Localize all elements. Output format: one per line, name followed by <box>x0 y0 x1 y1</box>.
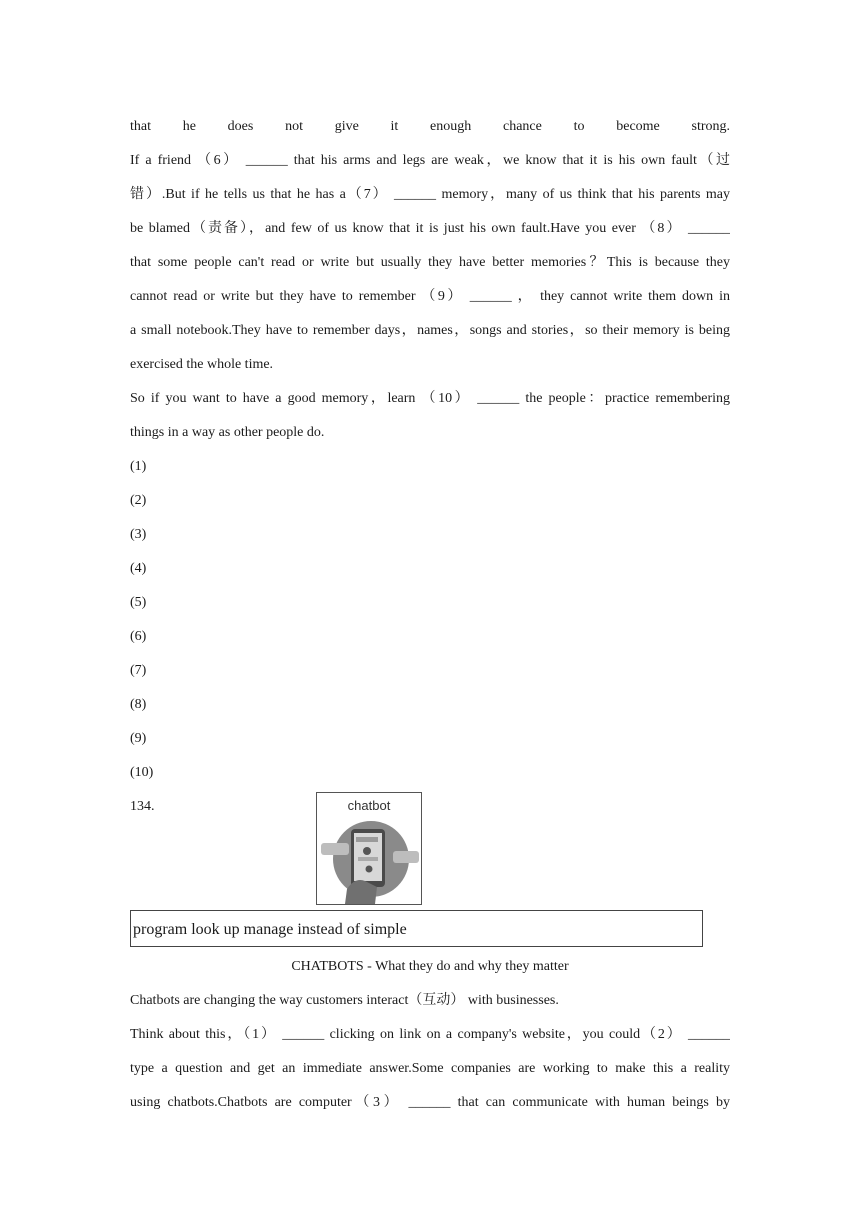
passage-line: cannot read or write but they have to remember （9） ______ ， they cannot write them down in <box>130 289 730 304</box>
passage-line: things in a way as other people do. <box>130 425 325 440</box>
answer-number: (2) <box>130 493 147 508</box>
passage-line: Chatbots are changing the way customers interact（互动） with businesses. <box>130 993 559 1008</box>
answer-number: (10) <box>130 765 154 780</box>
chatbot-image <box>316 792 422 905</box>
passage-line: that he does not give it enough chance to become strong. <box>130 119 730 134</box>
word-box: program look up manage instead of simple <box>130 910 703 947</box>
answer-list <box>130 450 730 790</box>
answer-number: (7) <box>130 663 147 678</box>
answer-number: (4) <box>130 561 147 576</box>
passage-line: 错）.But if he tells us that he has a（7） ______ memory，many of us think that his parents may <box>130 187 730 202</box>
passage-line: a small notebook.They have to remember days，names，songs and stories，so their memory is being <box>130 323 730 338</box>
question-number: 134. <box>130 799 155 814</box>
passage-title: CHATBOTS - What they do and why they matter <box>291 959 569 974</box>
passage-1 <box>130 110 730 824</box>
chatbot-phone-icon <box>317 793 421 904</box>
answer-number: (8) <box>130 697 147 712</box>
passage-line: be blamed（责备），and few of us know that it is just his own fault.Have you ever （8） ______ <box>130 221 730 236</box>
passage-line: So if you want to have a good memory，learn （10） ______ the people：practice remembering <box>130 391 730 406</box>
answer-number: (1) <box>130 459 147 474</box>
answer-number: (5) <box>130 595 147 610</box>
passage-line: that some people can't read or write but usually they have better memories？This is because they <box>130 255 730 270</box>
passage-line: Think about this，（1） ______ clicking on link on a company's website，you could（2） ______ <box>130 1027 730 1042</box>
answer-number: (6) <box>130 629 147 644</box>
answer-number: (3) <box>130 527 147 542</box>
passage-line: using chatbots.Chatbots are computer（3） ______ that can communicate with human beings by <box>130 1095 730 1110</box>
answer-number: (9) <box>130 731 147 746</box>
passage-2 <box>130 984 730 1120</box>
image-caption: chatbot <box>347 798 391 813</box>
passage-line: exercised the whole time. <box>130 357 274 372</box>
passage-line: type a question and get an immediate answer.Some companies are working to make this a reality <box>130 1061 730 1076</box>
passage-line: If a friend （6） ______ that his arms and legs are weak，we know that it is his own fault（过 <box>130 153 730 168</box>
